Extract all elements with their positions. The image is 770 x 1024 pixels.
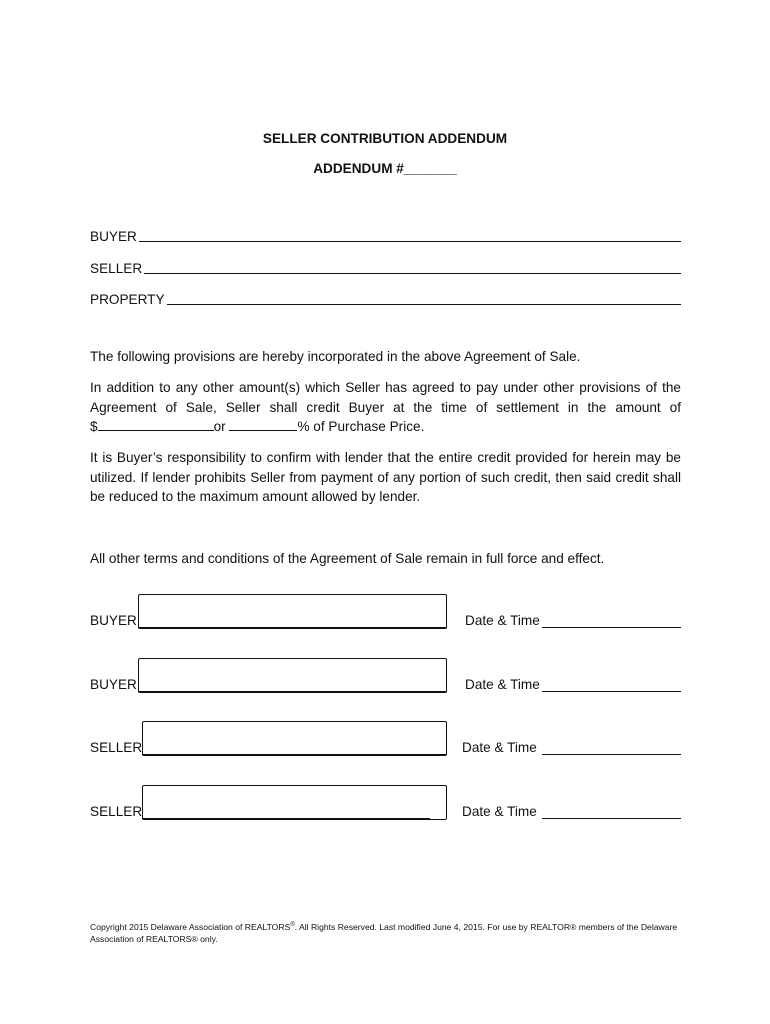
- footer-line-1: [90, 919, 682, 933]
- signature-label: BUYER: [90, 677, 137, 692]
- credit-amount-field[interactable]: [98, 418, 214, 431]
- seller-label: SELLER: [90, 261, 143, 276]
- date-time-field[interactable]: [542, 627, 681, 628]
- buyer-signature-box-1[interactable]: [138, 594, 447, 629]
- date-time-field[interactable]: [542, 754, 681, 755]
- addendum-number: ADDENDUM #_______: [313, 161, 457, 176]
- property-field[interactable]: [167, 291, 681, 305]
- terms-paragraph: All other terms and conditions of the Agreement of Sale remain in full force and effect.: [90, 551, 605, 566]
- date-time-label: Date & Time: [462, 804, 537, 819]
- provisions-paragraph: The following provisions are hereby incorporated in the above Agreement of Sale.: [90, 349, 581, 364]
- property-label: PROPERTY: [90, 292, 165, 307]
- buyer-label: BUYER: [90, 229, 137, 244]
- copyright-footer: [90, 919, 682, 946]
- date-time-field[interactable]: [542, 691, 681, 692]
- signature-label: SELLER: [90, 804, 143, 819]
- buyer-signature-box-2[interactable]: [138, 658, 447, 693]
- signature-label: SELLER: [90, 740, 143, 755]
- date-time-label: Date & Time: [465, 677, 540, 692]
- or-text: or: [213, 419, 226, 434]
- credit-line-1: In addition to any other amount(s) which Seller has agreed to pay under other provisions of the: [90, 380, 681, 395]
- credit-line-3: [90, 417, 681, 437]
- date-time-field[interactable]: [542, 818, 681, 819]
- date-time-label: Date & Time: [465, 613, 540, 628]
- document-title: SELLER CONTRIBUTION ADDENDUM: [262, 131, 508, 146]
- footer-text-a: Copyright 2015 Delaware Association of REALTORS: [90, 921, 291, 932]
- credit-paragraph: [90, 378, 681, 437]
- seller-row: [90, 258, 681, 276]
- seller-signature-box-2[interactable]: [142, 785, 447, 820]
- seller-name-field[interactable]: [144, 260, 681, 274]
- lender-paragraph: It is Buyer’s responsibility to confirm with lender that the entire credit provided for herein may be utilized. If lender prohibits Seller from payment of any portion of such credit, then said credit shall be reduced to the maximum amount allowed by lender.: [90, 450, 681, 504]
- footer-text-b: . All Rights Reserved. Last modified June 4, 2015. For use by REALTOR® members of the Delaware: [294, 921, 678, 932]
- credit-percent-field[interactable]: [229, 418, 297, 431]
- dollar-sign: $: [90, 419, 98, 434]
- registered-mark: ®: [290, 922, 295, 928]
- credit-line-2: Agreement of Sale, Seller shall credit Buyer at the time of settlement in the amount of: [90, 399, 681, 415]
- footer-line-2: Association of REALTORS® only.: [90, 934, 218, 945]
- buyer-name-field[interactable]: [139, 228, 681, 242]
- percent-text: % of Purchase Price.: [297, 419, 425, 434]
- seller-signature-box-1[interactable]: [142, 721, 447, 756]
- buyer-row: [90, 226, 681, 244]
- property-row: [90, 289, 681, 307]
- date-time-label: Date & Time: [462, 740, 537, 755]
- signature-label: BUYER: [90, 613, 137, 628]
